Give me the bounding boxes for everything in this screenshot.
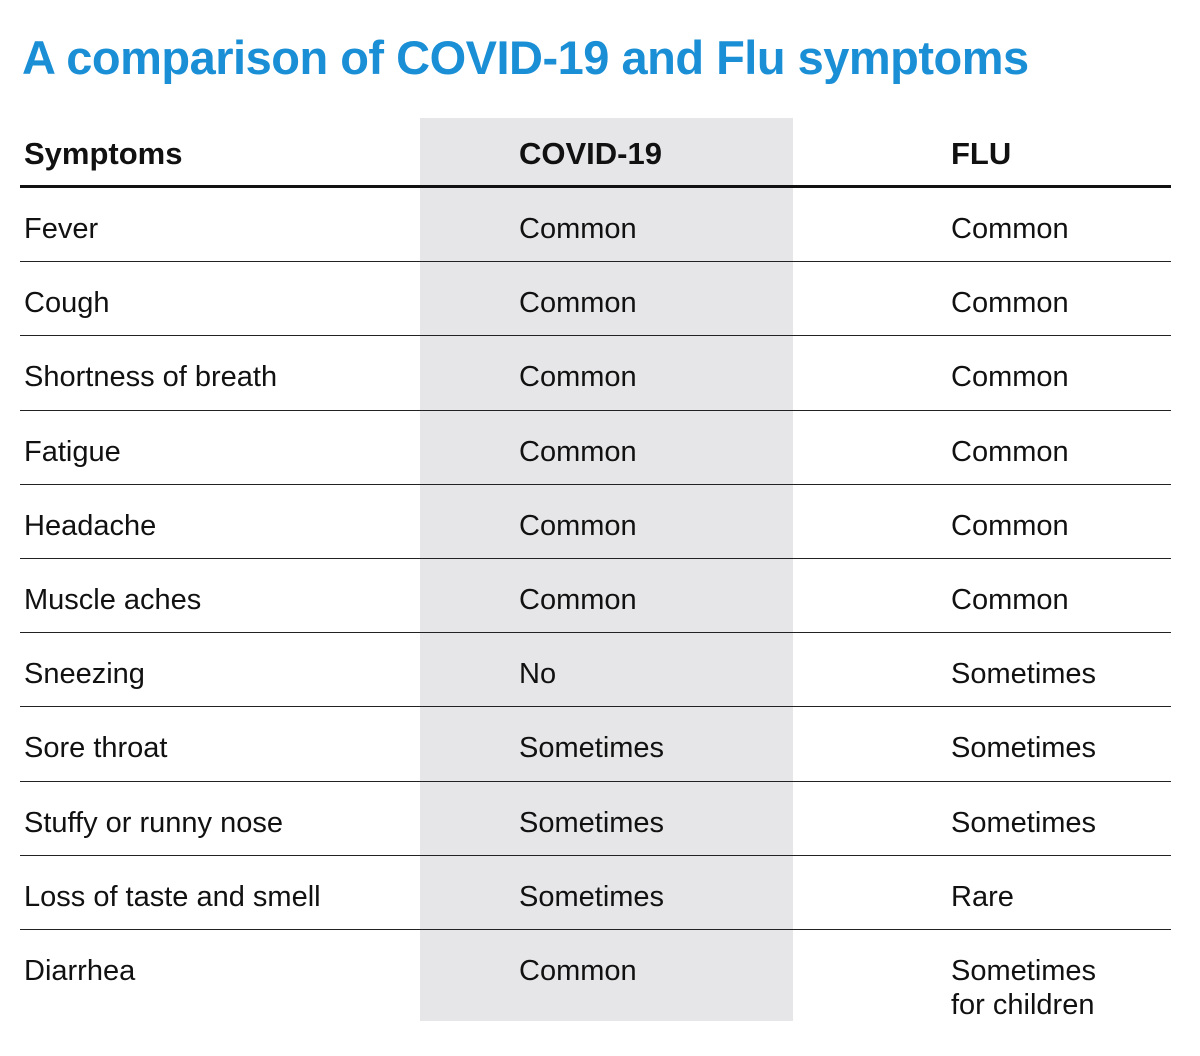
table-row xyxy=(20,262,1171,336)
table-row xyxy=(20,707,1171,781)
table-row xyxy=(20,336,1171,410)
covid-cell: No xyxy=(519,658,557,691)
flu-cell: Common xyxy=(951,509,1069,542)
symptom-cell: Sneezing xyxy=(24,658,145,691)
symptom-cell: Headache xyxy=(24,509,157,542)
table-row xyxy=(20,633,1171,707)
flu-cell: Common xyxy=(951,361,1069,394)
covid-cell: Sometimes xyxy=(519,732,665,765)
flu-cell: Sometimes xyxy=(951,658,1097,691)
symptom-cell: Cough xyxy=(24,287,110,320)
header-symptoms: Symptoms xyxy=(24,136,183,171)
table-row xyxy=(20,188,1171,262)
symptom-cell: Stuffy or runny nose xyxy=(24,806,284,839)
symptom-cell: Fatigue xyxy=(24,435,121,468)
flu-cell: Common xyxy=(951,213,1069,245)
header-flu: FLU xyxy=(951,136,1012,171)
covid-cell: Common xyxy=(519,213,637,245)
covid-cell: Sometimes xyxy=(519,806,665,839)
table-row xyxy=(20,930,1171,1020)
covid-cell: Common xyxy=(519,287,637,320)
table-row xyxy=(20,782,1171,856)
symptom-cell: Loss of taste and smell xyxy=(24,880,321,913)
page-title: A comparison of COVID-19 and Flu symptoms xyxy=(22,31,1029,84)
table-header xyxy=(20,118,1171,188)
flu-cell: Common xyxy=(951,435,1069,468)
symptom-cell: Fever xyxy=(24,213,99,245)
covid-cell: Common xyxy=(519,361,637,394)
covid-cell: Common xyxy=(519,583,637,616)
symptom-cell: Muscle aches xyxy=(24,583,202,616)
flu-cell: Common xyxy=(951,287,1069,320)
symptom-cell: Shortness of breath xyxy=(24,361,278,394)
table-row xyxy=(20,559,1171,633)
flu-cell: Sometimes xyxy=(951,732,1097,765)
flu-cell: Common xyxy=(951,583,1069,616)
header-covid: COVID-19 xyxy=(519,136,662,171)
covid-cell: Common xyxy=(519,954,637,987)
covid-cell: Sometimes xyxy=(519,880,665,913)
table-row xyxy=(20,485,1171,559)
symptom-cell: Sore throat xyxy=(24,732,168,765)
flu-cell: Sometimes xyxy=(951,806,1097,839)
table-row xyxy=(20,411,1171,485)
symptom-cell: Diarrhea xyxy=(24,954,136,987)
flu-cell: Rare xyxy=(951,880,1014,913)
covid-cell: Common xyxy=(519,435,637,468)
flu-cell: Sometimes for children xyxy=(951,954,1097,1021)
table-body xyxy=(20,188,1171,1020)
covid-cell: Common xyxy=(519,509,637,542)
table-row xyxy=(20,856,1171,930)
